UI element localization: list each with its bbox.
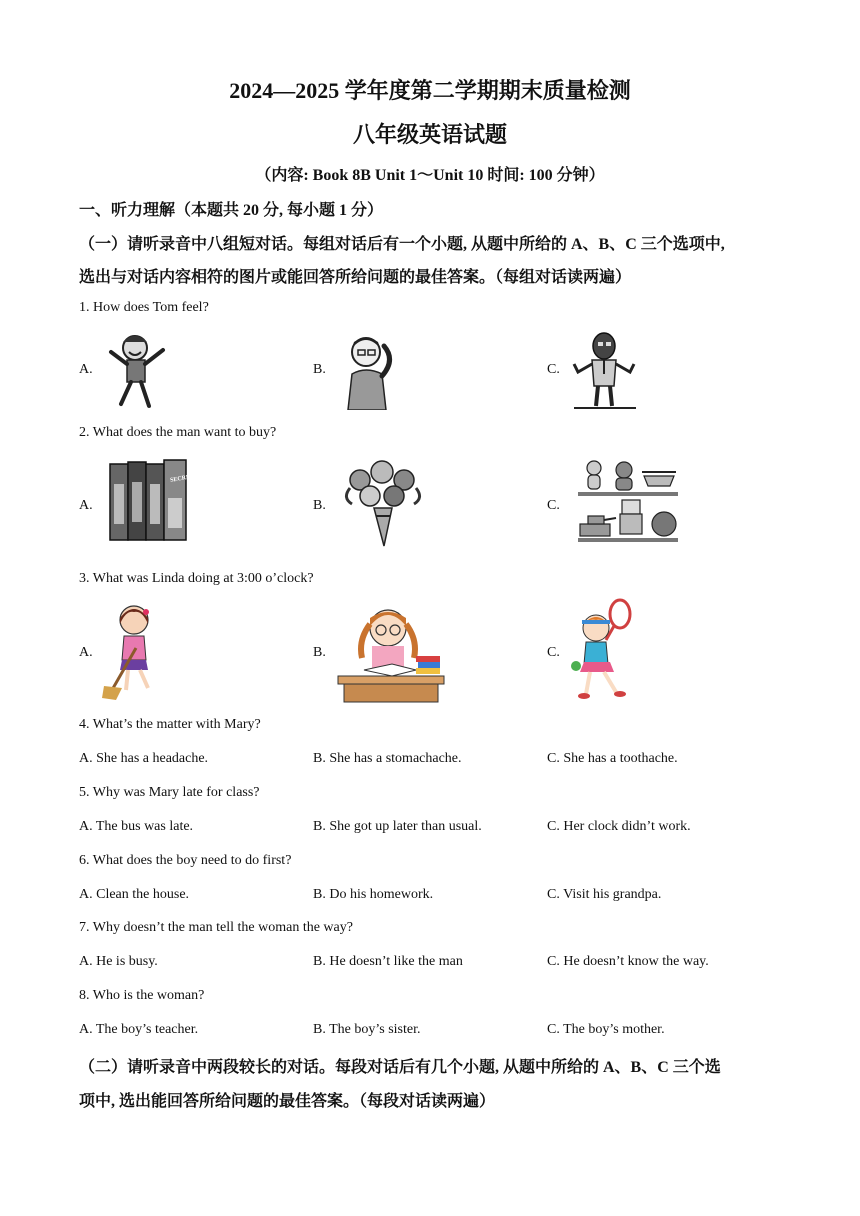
question-4: 4. What’s the matter with Mary? [79,717,261,732]
part1-instruction-line2: 选出与对话内容相符的图片或能回答所给问题的最佳答案。（每组对话读两遍） [79,269,632,286]
girl-sweeping-picture [102,600,166,700]
q1-option-b-label: B. [313,362,326,377]
q5-option-c: C. Her clock didn’t work. [547,819,691,834]
excited-boy-picture [105,330,171,410]
q6-option-a: A. Clean the house. [79,887,190,902]
q3-option-b-label: B. [313,645,326,660]
q8-option-c: C. The boy’s mother. [547,1022,665,1037]
part2-instruction-line1: （二）请听录音中两段较长的对话。每段对话后有几个小题, 从题中所给的 A、B、C 三个选 [79,1059,721,1076]
exam-info: （内容: Book 8B Unit 1～Unit 10 时间: 100 分钟） [255,167,605,184]
books-picture [108,458,188,544]
question-3: 3. What was Linda doing at 3:00 o’clock? [79,571,314,586]
q6-option-b: B. Do his homework. [313,887,434,902]
q2-option-a-label: A. [79,498,93,513]
question-2: 2. What does the man want to buy? [79,425,277,440]
part1-instruction-line1: （一）请听录音中八组短对话。每组对话后有一个小题, 从题中所给的 A、B、C 三个选项中, [79,236,725,253]
shrugging-man-picture [570,330,640,410]
exam-subtitle: 八年级英语试题 [352,122,507,147]
q7-option-a: A. He is busy. [79,954,158,969]
flowers-picture [340,458,426,548]
girl-studying-picture [336,600,446,704]
q8-option-b: B. The boy’s sister. [313,1022,421,1037]
question-8: 8. Who is the woman? [79,988,205,1003]
question-7: 7. Why doesn’t the man tell the woman the way? [79,920,353,935]
q2-option-b-label: B. [313,498,326,513]
q7-option-c: C. He doesn’t know the way. [547,954,709,969]
book-cover-text: SECRET SEVEN [169,470,216,484]
q3-option-a-label: A. [79,645,93,660]
girl-tennis-picture [566,598,646,704]
part2-instruction-line2: 项中, 选出能回答所给问题的最佳答案。（每段对话读两遍） [79,1093,496,1110]
section-heading-listening: 一、听力理解（本题共 20 分, 每小题 1 分） [79,202,384,219]
toys-picture [576,458,680,546]
question-6: 6. What does the boy need to do first? [79,853,292,868]
q4-option-a: A. She has a headache. [79,751,209,766]
question-1: 1. How does Tom feel? [79,300,209,315]
q1-option-c-label: C. [547,362,560,377]
q5-option-a: A. The bus was late. [79,819,194,834]
q2-option-c-label: C. [547,498,560,513]
exam-title: 2024—2025 学年度第二学期期末质量检测 [229,78,631,103]
q4-option-c: C. She has a toothache. [547,751,678,766]
question-5: 5. Why was Mary late for class? [79,785,260,800]
q8-option-a: A. The boy’s teacher. [79,1022,199,1037]
q6-option-c: C. Visit his grandpa. [547,887,662,902]
worried-man-picture [330,330,410,410]
q5-option-b: B. She got up later than usual. [313,819,482,834]
q1-option-a-label: A. [79,362,93,377]
q3-option-c-label: C. [547,645,560,660]
q4-option-b: B. She has a stomachache. [313,751,462,766]
q7-option-b: B. He doesn’t like the man [313,954,463,969]
